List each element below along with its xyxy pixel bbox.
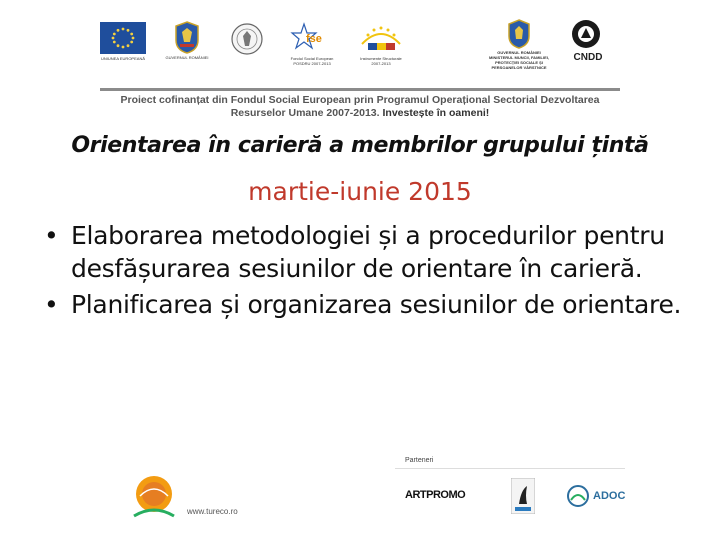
- bullet-item: [44, 288, 684, 321]
- bird-partner-logo: [511, 478, 535, 514]
- slide-title: Orientarea în carieră a membrilor grupului țintă: [71, 133, 649, 158]
- adoc-icon: [566, 484, 590, 510]
- partners-divider: [395, 468, 625, 469]
- header-divider: [100, 88, 620, 91]
- instrumente-structurale-logo: [356, 18, 406, 66]
- bird-icon: [511, 478, 535, 514]
- adoc-emblem: [566, 484, 590, 510]
- bullet-text: Planificarea și organizarea sesiunilor de orientare.: [71, 290, 682, 319]
- logo-row: [0, 0, 720, 90]
- bullet-text: Elaborarea metodologiei și a procedurilor pentru desfășurarea sesiunilor de orientare în carieră.: [71, 221, 665, 283]
- romania-coat-logo: [165, 20, 209, 62]
- adoc-logo: ADOC: [593, 490, 626, 502]
- romania-caption: GUVERNUL ROMÂNIEI: [165, 55, 209, 60]
- funding-slogan: Investește în oameni!: [382, 107, 490, 119]
- cndd-label: CNDD: [573, 52, 603, 63]
- eu-flag-logo: [100, 22, 146, 62]
- eu-flag-icon: [100, 22, 146, 54]
- cndd-icon: [568, 18, 608, 50]
- tureco-url: www.tureco.ro: [187, 507, 238, 516]
- fse-star-icon: [288, 20, 336, 56]
- funding-line-2: [0, 107, 720, 120]
- cndd-logo: [568, 18, 608, 66]
- bullet-item: [44, 219, 684, 285]
- coat-of-arms-icon: [172, 20, 202, 54]
- bullet-glyph: •: [44, 221, 59, 250]
- tureco-logo: [124, 474, 184, 524]
- is-caption: Instrumente Structurale 2007-2013: [360, 56, 402, 66]
- bullet-glyph: •: [44, 290, 59, 319]
- date-range: martie-iunie 2015: [248, 177, 472, 206]
- artpromo-logo: ARTPROMO: [405, 489, 466, 501]
- mmfpspv-logo: [486, 18, 552, 80]
- seal-icon: [230, 22, 264, 56]
- instrumente-structurale-icon: [356, 18, 406, 56]
- funding-line-2a: Resurselor Umane 2007-2013.: [230, 107, 383, 119]
- svg-text:fse: fse: [306, 33, 322, 45]
- bullet-list: [44, 219, 684, 324]
- fse-logo: [288, 20, 336, 66]
- tureco-sun-icon: [124, 474, 184, 524]
- eu-caption: UNIUNEA EUROPEANĂ: [100, 56, 145, 61]
- fse-caption: Fondul Social European POSDRU 2007-2013: [290, 56, 334, 66]
- ministry-seal-logo: [230, 22, 264, 56]
- crest-icon: [486, 18, 552, 50]
- mmfpspv-caption: GUVERNUL ROMÂNIEI MINISTERUL MUNCII, FAMILIEI, PROTECȚIEI SOCIALE ȘI PERSOANELOR VÂRSTNICE: [489, 50, 549, 70]
- funding-statement: [0, 94, 720, 120]
- partners-label: Parteneri: [405, 457, 434, 464]
- funding-line-1: Proiect cofinanțat din Fondul Social European prin Programul Operațional Sectorial Dezvoltarea: [120, 94, 600, 106]
